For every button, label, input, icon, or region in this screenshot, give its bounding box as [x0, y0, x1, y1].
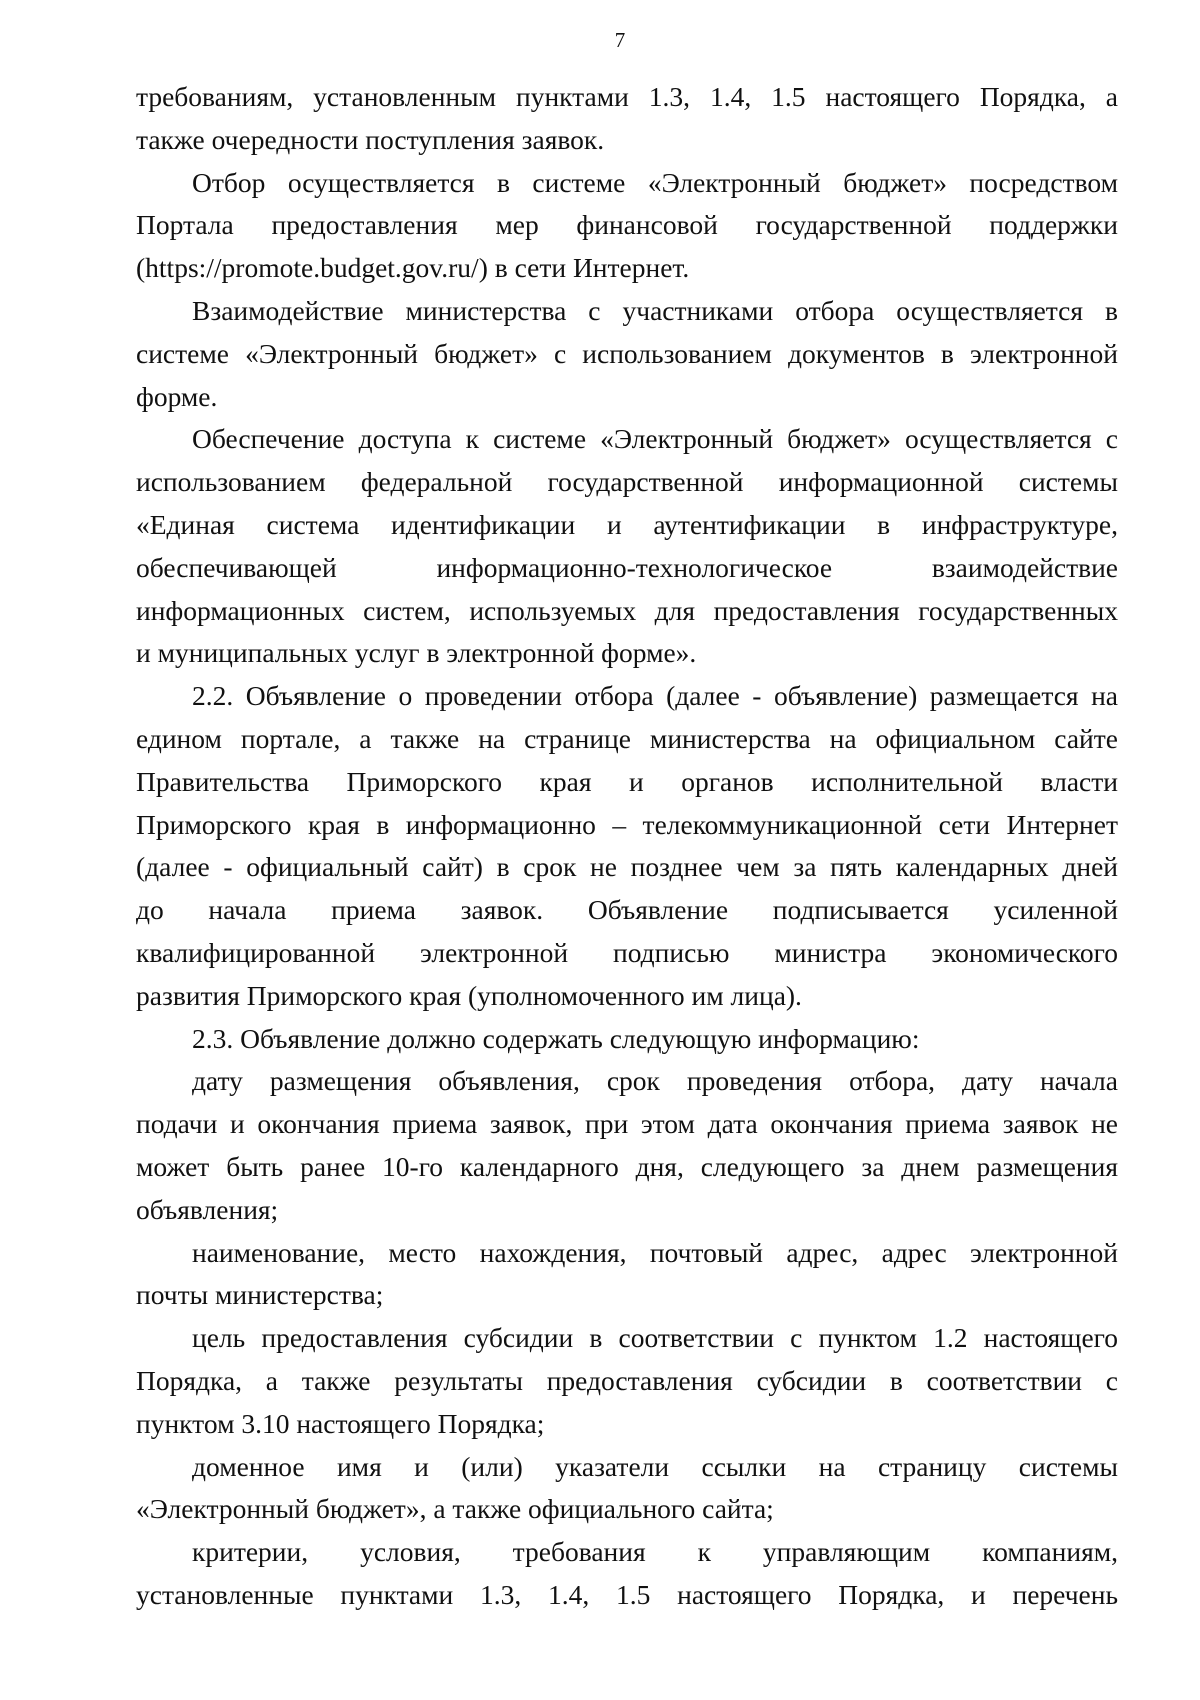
paragraph: [136, 1018, 1118, 1061]
paragraph: [136, 1232, 1118, 1318]
text-line: развития Приморского края (уполномоченного им лица).: [136, 979, 802, 1011]
document-body: [136, 76, 1118, 1617]
text-line: Взаимодействие министерства с участниками отбора осуществляется в: [192, 294, 1118, 326]
text-line: едином портале, а также на странице министерства на официальном сайте: [136, 722, 1118, 754]
paragraph: [136, 1060, 1118, 1231]
text-line: Приморского края в информационно – телекоммуникационной сети Интернет: [136, 808, 1118, 840]
paragraph: [136, 162, 1118, 290]
paragraph: [136, 418, 1118, 675]
text-line: «Электронный бюджет», а также официального сайта;: [136, 1493, 774, 1525]
text-line: подачи и окончания приема заявок, при этом дата окончания приема заявок не: [136, 1108, 1118, 1140]
paragraph: [136, 675, 1118, 1017]
text-line: наименование, место нахождения, почтовый адрес, адрес электронной: [192, 1236, 1118, 1268]
paragraph: [136, 76, 1118, 162]
paragraph: [136, 1531, 1118, 1617]
text-line: пунктом 3.10 настоящего Порядка;: [136, 1407, 545, 1439]
text-line: объявления;: [136, 1193, 279, 1225]
text-line: (https://promote.budget.gov.ru/) в сети Интернет.: [136, 252, 690, 284]
text-line: требованиям, установленным пунктами 1.3, 1.4, 1.5 настоящего Порядка, а: [136, 81, 1118, 112]
text-line: форме.: [136, 380, 218, 412]
text-line: до начала приема заявок. Объявление подписывается усиленной: [136, 894, 1118, 926]
text-line: (далее - официальный сайт) в срок не позднее чем за пять календарных дней: [136, 851, 1118, 883]
text-line: Обеспечение доступа к системе «Электронный бюджет» осуществляется с: [192, 423, 1118, 455]
text-line: Правительства Приморского края и органов исполнительной власти: [136, 765, 1118, 797]
text-line: «Единая система идентификации и аутентификации в инфраструктуре,: [136, 508, 1118, 540]
text-line: обеспечивающей информационно-технологическое взаимодействие: [136, 551, 1118, 583]
text-line: информационных систем, используемых для предоставления государственных: [136, 594, 1118, 626]
text-line: критерии, условия, требования к управляющим компаниям,: [192, 1536, 1118, 1568]
paragraph: [136, 1446, 1118, 1532]
text-line: 2.3. Объявление должно содержать следующую информацию:: [192, 1022, 920, 1054]
text-line: цель предоставления субсидии в соответствии с пунктом 1.2 настоящего: [192, 1322, 1118, 1354]
text-line: дату размещения объявления, срок проведения отбора, дату начала: [192, 1065, 1118, 1097]
text-line: использованием федеральной государственной информационной системы: [136, 466, 1118, 498]
text-line: также очередности поступления заявок.: [136, 123, 605, 155]
paragraph: [136, 290, 1118, 418]
text-line: Отбор осуществляется в системе «Электронный бюджет» посредством: [192, 166, 1118, 198]
text-line: 2.2. Объявление о проведении отбора (далее - объявление) размещается на: [192, 680, 1118, 712]
page-number: 7: [614, 28, 626, 52]
text-line: может быть ранее 10-го календарного дня, следующего за днем размещения: [136, 1150, 1118, 1182]
text-line: установленные пунктами 1.3, 1.4, 1.5 настоящего Порядка, и перечень: [136, 1578, 1118, 1610]
paragraph: [136, 1317, 1118, 1445]
text-line: почты министерства;: [136, 1279, 384, 1311]
text-line: Порядка, а также результаты предоставления субсидии в соответствии с: [136, 1364, 1118, 1396]
text-line: Портала предоставления мер финансовой государственной поддержки: [136, 209, 1118, 241]
text-line: системе «Электронный бюджет» с использованием документов в электронной: [136, 337, 1118, 369]
text-line: квалифицированной электронной подписью министра экономического: [136, 936, 1118, 968]
text-line: и муниципальных услуг в электронной форме».: [136, 637, 697, 669]
text-line: доменное имя и (или) указатели ссылки на страницу системы: [192, 1450, 1118, 1482]
